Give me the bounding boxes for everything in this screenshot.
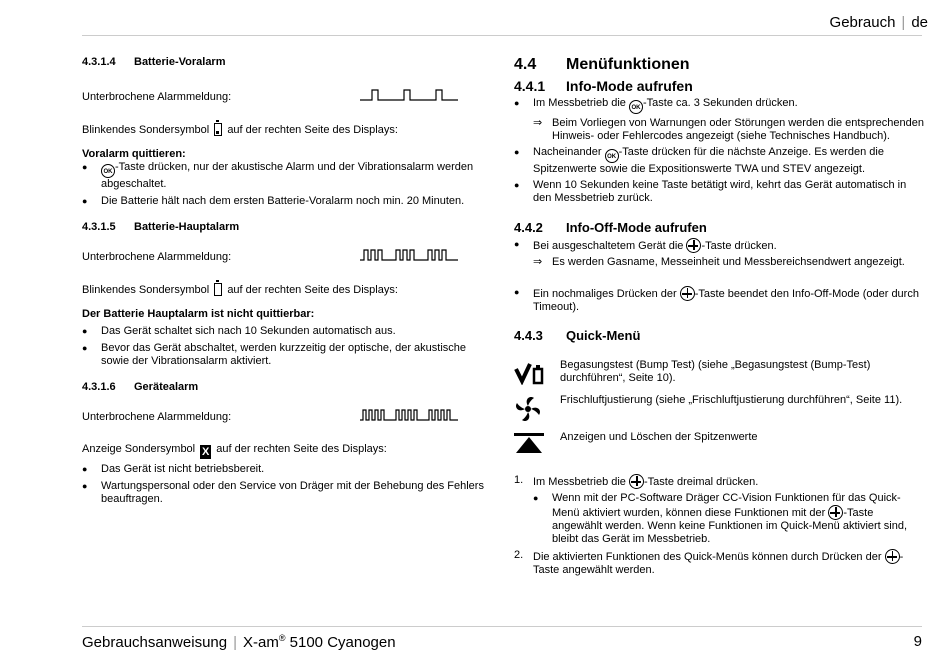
list-item: ⇒ Beim Vorliegen von Warnungen oder Störungen werden die entsprechenden Hinweis- oder Fehlercodes angezeigt (siehe Technisches Handbuch). (514, 117, 924, 143)
footer-product: X-am® 5100 Cyanogen (243, 633, 396, 651)
header-rule (82, 35, 922, 36)
list-item: Begasungstest (Bump Test) (siehe „Begasungstest (Bump-Test) durchführen“, Seite 10). (514, 359, 924, 385)
list-item: ● Im Messbetrieb die OK -Taste ca. 3 Sekunden drücken. (514, 97, 924, 114)
battery-low-icon (214, 123, 222, 136)
header-title: Gebrauch (829, 14, 896, 31)
section-heading: 4.3.1.6 Gerätealarm (82, 381, 199, 393)
plus-key-icon (686, 238, 701, 253)
page-header: Gebrauch | de (829, 14, 928, 31)
alarm-pulse-icon (360, 248, 460, 262)
device-error-icon: X (202, 446, 210, 458)
page-number: 9 (913, 633, 922, 650)
page-footer: Gebrauchsanweisung | X-am® 5100 Cyanogen (82, 633, 396, 651)
plus-key-icon (828, 505, 843, 520)
list-item: ● Ein nochmaliges Drücken der -Taste beendet den Info-Off-Mode (oder durch Timeout). (514, 286, 924, 314)
alarm-label: Unterbrochene Alarmmeldung: (82, 411, 232, 423)
list-item: ● Das Gerät ist nicht betriebsbereit. (82, 463, 492, 476)
list-item: 1. Im Messbetrieb die -Taste dreimal drücken. (514, 474, 759, 488)
alarm-label: Unterbrochene Alarmmeldung: (82, 91, 232, 103)
fresh-air-icon (514, 395, 542, 423)
alarm-pulse-icon (360, 88, 460, 102)
section-heading: 4.4.2 Info-Off-Mode aufrufen (514, 220, 707, 235)
section-heading: 4.4.3 Quick-Menü (514, 328, 641, 343)
section-heading: 4.4 Menüfunktionen (514, 56, 690, 73)
list-item: ⇒ Es werden Gasname, Messeinheit und Messbereichsendwert angezeigt. (514, 256, 924, 269)
bold-note: Der Batterie Hauptalarm ist nicht quittierbar: (82, 308, 315, 320)
peak-values-icon (514, 433, 544, 455)
list-item: ● Wenn mit der PC-Software Dräger CC-Vision Funktionen für das Quick-Menü aktiviert wurden, können diese Funktionen mit der -Taste angewählt werden. Wenn keine Funktionen im Quick-Menü aktiviert sind, bleibt das Gerät im Messbetrieb. (514, 492, 924, 546)
right-column (514, 56, 924, 577)
ok-key-icon: OK (101, 164, 115, 178)
left-column: 4.3.1.4 Batterie-Voralarm Unterbrochene Alarmmeldung: Blinkendes Sondersymbol auf der rechten Seite des Displays: Voralarm quittieren: ● OK -Taste drücken, nur der akustische Alarm und der Vibrationsalarm werden abgeschaltet. ● Die Batterie hält nach dem ersten Batterie-Voralarm noch min. 20 Minuten. 4.3.1.5 Batterie-Hauptalarm Unterbrochene Alarmmeldung: Blinkendes Sondersymbol auf der rechten Seite des Displays: Der Batterie Hauptalarm ist nicht quittierbar: ● Das Gerät schaltet sich nach 10 Sekunden automatisch aus. ● Bevor das Gerät abschaltet, werden kurzzeitig der optische, der akustische sowie der Vibrationsalarm aktiviert. 4.3.1.6 Gerätealarm Unterbrochene Alarmmeldung: Anzeige Sondersymbol X auf der rechten Seite des Displays: ● Das Gerät ist nicht betriebsbereit. ● Wartungspersonal oder den Service von Dräger mit der Behebung des Fehlers beauftragen. (82, 56, 492, 506)
ok-key-icon: OK (605, 149, 619, 163)
alarm-label: Unterbrochene Alarmmeldung: (82, 251, 232, 263)
plus-key-icon (680, 286, 695, 301)
list-item: Anzeigen und Löschen der Spitzenwerte (514, 431, 924, 453)
footer-doc: Gebrauchsanweisung (82, 634, 228, 651)
list-item: ● OK -Taste drücken, nur der akustische Alarm und der Vibrationsalarm werden abgeschaltet. (82, 161, 492, 191)
list-item: ● Die Batterie hält nach dem ersten Batterie-Voralarm noch min. 20 Minuten. (82, 195, 492, 208)
section-heading: 4.3.1.4 Batterie-Voralarm (82, 56, 226, 68)
section-heading: 4.4.1 Info-Mode aufrufen (514, 78, 693, 94)
plus-key-icon (885, 549, 900, 564)
list-item: ● Bevor das Gerät abschaltet, werden kurzzeitig der optische, der akustische sowie der Vibrationsalarm aktiviert. (82, 342, 492, 368)
list-item: ● Wenn 10 Sekunden keine Taste betätigt wird, kehrt das Gerät automatisch in den Messbetrieb zurück. (514, 179, 924, 205)
alarm-pulse-icon (360, 408, 460, 422)
list-item: ● Wartungspersonal oder den Service von Dräger mit der Behebung des Fehlers beauftragen. (82, 480, 492, 506)
bold-note: Voralarm quittieren: (82, 148, 186, 160)
header-lang: de (911, 14, 928, 31)
list-item: ● Nacheinander OK -Taste drücken für die nächste Anzeige. Es werden die Spitzenwerte sowie die Expositionswerte TWA und STEV angezeigt. (514, 146, 924, 176)
list-item: Frischluftjustierung (siehe „Frischluftjustierung durchführen“, Seite 11). (514, 394, 924, 420)
footer-rule (82, 626, 922, 627)
battery-empty-icon (214, 283, 222, 296)
bump-test-icon (514, 361, 544, 385)
plus-key-icon (629, 474, 644, 489)
ok-key-icon: OK (629, 100, 643, 114)
list-item: ● Bei ausgeschaltetem Gerät die -Taste drücken. (514, 238, 924, 253)
list-item: 2. Die aktivierten Funktionen des Quick-Menüs können durch Drücken der -Taste angewählt werden. (514, 549, 904, 576)
section-heading: 4.3.1.5 Batterie-Hauptalarm (82, 221, 240, 233)
list-item: ● Das Gerät schaltet sich nach 10 Sekunden automatisch aus. (82, 325, 492, 338)
